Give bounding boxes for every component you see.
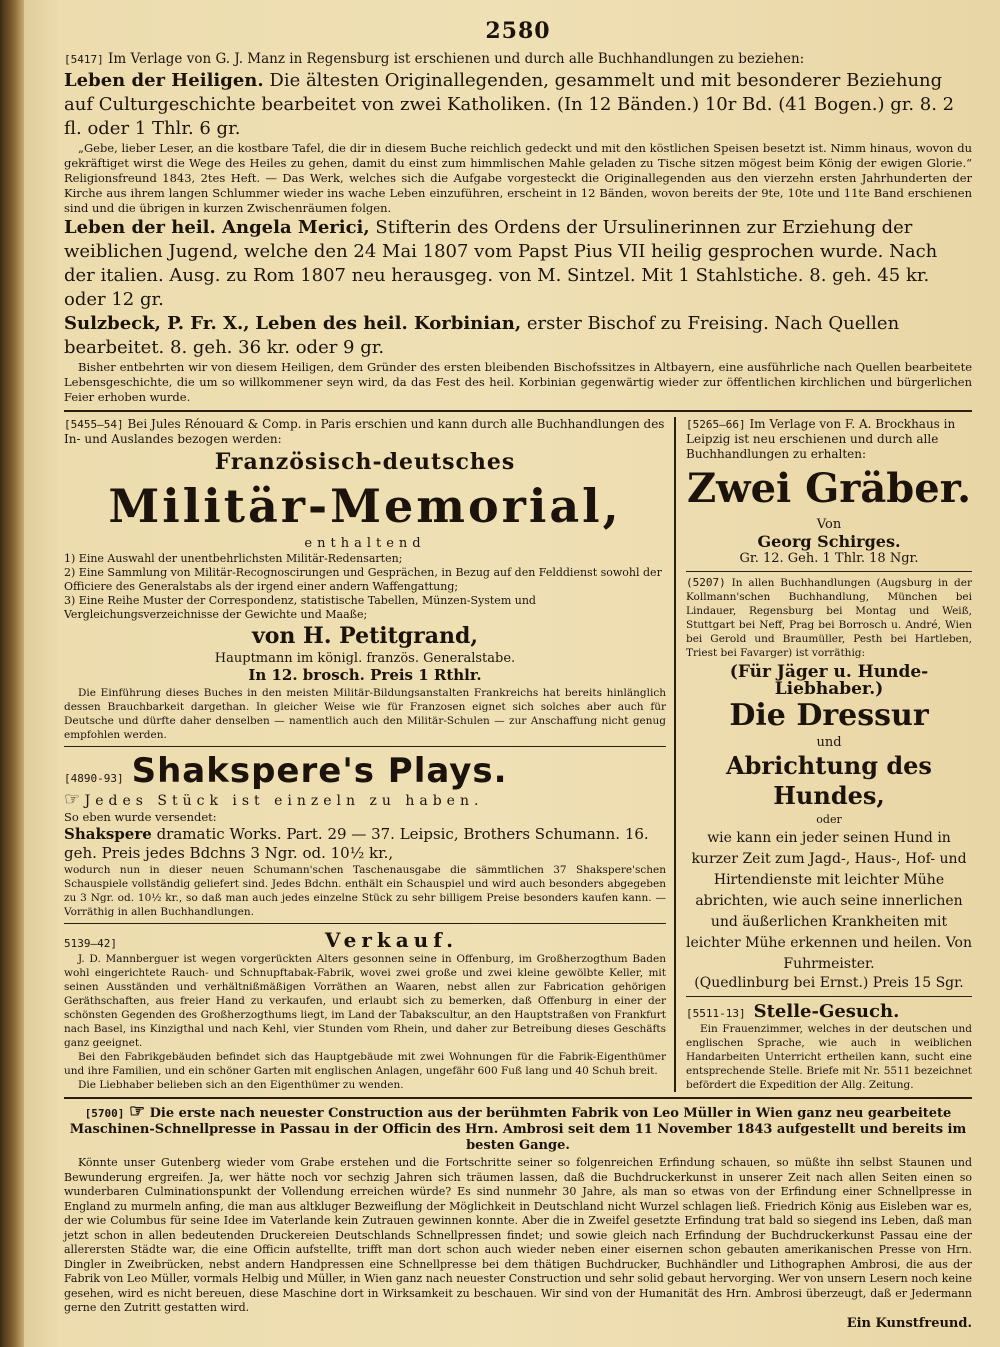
list-item: 1) Eine Auswahl der unentbehrlichsten Militär-Redensarten; <box>64 552 403 565</box>
list-item: 2) Eine Sammlung von Militär-Recognoscirungen und Gesprächen, in Bezug auf den Felddienst sowohl der Officiere des Generalstabs als der irgend einer andern Waffengattung; <box>64 566 662 593</box>
left-column <box>64 417 676 1092</box>
book-description: erster Bischof zu Freising. Nach Quellen bearbeitet. 8. geh. 36 kr. oder 9 gr. <box>64 313 900 358</box>
stelle-gesuch-advertisement <box>686 1001 972 1092</box>
ad-intro: In allen Buchhandlungen (Augsburg in der Kollmann'schen Buchhandlung, München bei Lindauer, Regensburg bei Montag und Weiß, Stuttgart bei Neff, Prag bei Borrosch u. André, Wien bei Gerold und Braumüller, Pesth bei Hartleben, Triest bei Favarger) ist vorräthig: <box>686 577 972 659</box>
pointing-hand-icon: ☞ <box>64 789 81 810</box>
book-review: „Gebe, lieber Leser, an die kostbare Tafel, die dir in diesem Buche reichlich gedeckt und mit den köstlichen Speisen besetzt ist. Nimm hinaus, wovon du gekräftiget wirst die Wege des Heiles zu gehen, damit du einst zum himmlischen Mahle geladen zu Tische sitzen mögest beim König der ewigen Glorie.“ Religionsfreund 1843, 2tes Heft. — Das Werk, welches sich die Aufgabe vorgesteckt die Originallegenden aus den vierzehn ersten Jahrhunderten der Kirche aus ihrem langen Schlummer wieder ins wache Leben einzuführen, erscheint in 12 Bänden, wovon bereits der 9te, 10te und 11te Band erschienen sind und die übrigen in kurzen Zwischenräumen folgen. <box>64 141 972 215</box>
ad-author: Georg Schirges. <box>757 532 901 551</box>
von-label: Von <box>816 517 842 532</box>
divider <box>64 746 666 747</box>
ad-title: Stelle-Gesuch. <box>753 1001 900 1022</box>
page-number: 2580 <box>485 18 551 44</box>
und-label: und <box>816 735 842 750</box>
ad-description: Die Liebhaber belieben sich an den Eigenthümer zu wenden. <box>78 1079 404 1091</box>
ad-author: von H. Petitgrand, <box>251 623 479 649</box>
militaer-advertisement <box>64 417 666 742</box>
two-column-section <box>64 417 972 1092</box>
book-title: Leben der heil. Angela Merici, <box>64 217 370 238</box>
ad-intro: Im Verlage von G. J. Manz in Regensburg ist erschienen und durch alle Buchhandlungen zu beziehen: <box>108 51 805 67</box>
graeber-advertisement <box>686 417 972 567</box>
oder-label: oder <box>816 813 842 826</box>
book-description: Die ältesten Originallegenden, gesammelt und mit besonderer Beziehung auf Culturgeschichte bearbeitet von zwei Katholiken. (In 12 Bänden.) 10r Bd. (41 Bogen.) gr. 8. 2 fl. oder 1 Thlr. 6 gr. <box>64 70 955 139</box>
shakspere-advertisement <box>64 751 666 919</box>
ad-title: Shakspere's Plays. <box>131 751 508 791</box>
ad-price: Gr. 12. Geh. 1 Thlr. 18 Ngr. <box>739 551 919 566</box>
ad-reference: (5207) <box>686 576 726 589</box>
article-body: Könnte unser Gutenberg wieder vom Grabe erstehen und die Fortschritte seiner so folgenreichen Erfindung schauen, so müßte ihn selbst Staunen und Bewunderung ergreifen. Ja, wer hätte noch vor sechzig Jahren sich träumen lassen, daß die Buchdruckerkunst in unserer Zeit nach allen Seiten einen so wunderbaren Culminationspunkt der Vollendung erreichen würde? Es sind nunmehr 30 Jahre, als man so etwas von der Erfindung einer Schnellpresse in England zu murmeln anfing, die man aus altkluger Bezweiflung der Möglichkeit in Deutschland nicht Wurzel schlagen ließ. Friedrich König aus Eisleben war es, der wie Columbus für seine Idee im Vaterlande kein Zutrauen gewinnen konnte. Aber die in Zweifel gesetzte Erfindung trat bald so siegend ins Leben, daß man jetzt schon in allen bedeutenden Druckereien Deutschlands Schnellpressen findet; und sowie gleich nach Erfindung der Buchdruckerkunst Passau eine der allerersten Städte war, die eine Officin aufstellte, trifft man dort schon auch wieder neben einer eisernen schon gebauten amerikanischen Presse von Hrn. Dingler in Zweibrücken, nebst andern Handpressen eine Schnellpresse bei dem thätigen Buchdrucker, Buchhändler und Lithographen Ambrosi, die aus der Fabrik von Leo Müller, vormals Helbig und Müller, in Wien ganz nach neuester Construction und sehr solid gebaut hervorging. Wer von unsern Lesern noch keine gesehen, wird es nicht bereuen, diese Maschine dort in Wirksamkeit zu beschauen. Wir sind von der Humanität des Hrn. Ambrosi überzeugt, daß er Jedermann gerne den Zutritt gestatten wird. <box>64 1156 972 1314</box>
ad-title: Zwei Gräber. <box>686 465 972 512</box>
ad-tagline: Jedes Stück ist einzeln zu haben. <box>84 793 484 809</box>
ad-reference: [5700] <box>84 1107 125 1120</box>
ad-intro: So eben wurde versendet: <box>64 810 217 824</box>
enthaltend-label: enthaltend <box>304 536 426 551</box>
ad-reference: [4890-93] <box>64 772 124 785</box>
ad-reference: [5417] <box>64 53 104 66</box>
ad-title-secondary: Abrichtung des Hundes, <box>726 751 932 810</box>
ad-price: (Quedlinburg bei Ernst.) Preis 15 Sgr. <box>694 975 964 991</box>
book-title: Leben der Heiligen. <box>64 70 264 91</box>
divider <box>64 410 972 412</box>
ad-reference: [5455—54] <box>64 418 124 431</box>
ad-name: Shakspere <box>64 825 152 843</box>
manz-advertisement <box>64 50 972 405</box>
divider <box>64 1097 972 1099</box>
ad-intro: Im Verlage von F. A. Brockhaus in Leipzig ist neu erschienen und durch alle Buchhandlungen zu erhalten: <box>686 417 956 461</box>
dressur-advertisement <box>686 576 972 992</box>
right-column <box>676 417 972 1092</box>
author-role: Hauptmann im königl. französ. Generalstabe. <box>214 651 516 666</box>
ad-title: Die Dressur <box>729 698 929 733</box>
divider <box>64 923 666 924</box>
contents-list <box>64 552 666 622</box>
ad-line: dramatic Works. Part. 29 — 37. Leipsic, Brothers Schumann. 16. geh. Preis jedes Bdchns 3 Ngr. od. 10½ kr., <box>64 825 649 862</box>
book-title: Leben des heil. Korbinian, <box>255 313 522 334</box>
ad-reference: 5139—42] <box>64 937 117 950</box>
ad-description: wodurch nun in dieser neuen Schumann'schen Taschenausgabe die sämmtlichen 37 Shakspere'schen Schauspiele vollständig geliefert sind. Jedes Bdchn. enthält ein Schauspiel und wird auch besonders abgegeben zu 3 Ngr. od. 10½ kr., so daß man auch jedes einzelne Stück zu sehr billigem Preise besonders kaufen kann. — Vorräthig in allen Buchhandlungen. <box>64 864 666 918</box>
verkauf-advertisement <box>64 928 666 1092</box>
book-note: Bisher entbehrten wir von diesem Heiligen, dem Gründer des ersten bleibenden Bischofssitzes in Altbayern, eine ausführliche nach Quellen bearbeitete Lebensgeschichte, die um so willkommener seyn wird, da das Fest des heil. Korbinian gegenwärtig wieder zur öffentlichen kirchlichen und bürgerlichen Feier erhoben wurde. <box>64 360 972 404</box>
ad-reference: [5511-13] <box>686 1007 746 1020</box>
ad-subtitle: Französisch-deutsches <box>214 449 516 475</box>
ad-description: Die Einführung dieses Buches in den meisten Militär-Bildungsanstalten Frankreichs hat bereits hinlänglich dessen Brauchbarkeit dargethan. In gleicher Weise wie für Franzosen eignet sich solches aber auch für Deutsche und dürfte daher denselben — namentlich auch den Militär-Schulen — zur Anschaffung nicht genug empfohlen werden. <box>64 687 666 741</box>
schnellpresse-article <box>64 1101 972 1331</box>
book-author: Sulzbeck, P. Fr. X., <box>64 313 250 334</box>
ad-title: Verkauf. <box>324 928 459 952</box>
pointing-hand-icon: ☞ <box>128 1101 146 1122</box>
article-signature: Ein Kunstfreund. <box>846 1315 972 1331</box>
ad-subtitle: (Für Jäger u. Hunde-Liebhaber.) <box>729 662 929 699</box>
ad-title: Militär-Memorial, <box>108 479 622 533</box>
ad-price: In 12. brosch. Preis 1 Rthlr. <box>248 666 482 684</box>
ad-description: Ein Frauenzimmer, welches in der deutschen und englischen Sprache, wie auch in weiblichen Handarbeiten Unterricht ertheilen kann, sucht eine entsprechende Stelle. Briefe mit Nr. 5511 bezeichnet befördert die Expedition der Allg. Zeitung. <box>686 1023 972 1091</box>
divider <box>686 996 972 997</box>
list-item: 3) Eine Reihe Muster der Correspondenz, statistische Tabellen, Münzen-System und Vergleichungsverzeichnisse der Gewichte und Maaße; <box>64 594 536 621</box>
ad-reference: [5265—66] <box>686 418 746 431</box>
ad-intro: Bei Jules Rénouard & Comp. in Paris erschien und kann durch alle Buchhandlungen des In- und Auslandes bezogen werden: <box>64 417 665 446</box>
ad-description: J. D. Mannberguer ist wegen vorgerückten Alters gesonnen seine in Offenburg, im Großherzogthum Baden wohl eingerichtete Rauch- und Schnupftabak-Fabrik, wovei zwei große und zwei kleine gewölbte Keller, mit seinen Ausständen und verhältnißmäßigen Vorräthen an Waaren, nebst allen zur Fabrication gehörigen Geräthschaften, aus freier Hand zu verkaufen, und erlaubt sich zu bemerken, daß Offenburg in einer der schönsten Gegenden des Großherzogthums liegt, im Land der Tabakscultur, an den Hauptstraßen von Frankfurt nach Basel, ins Kinzigthal und nach Kehl, vier Stunden vom Rhein, und daher zur Betreibung dieses Geschäfts ganz geeignet. <box>64 953 666 1049</box>
ad-description: wie kann ein jeder seinen Hund in kurzer Zeit zum Jagd-, Haus-, Hof- und Hirtendienste mit leichter Mühe abrichten, wie auch seine innerlichen und äußerlichen Krankheiten mit leichter Mühe erkennen und heilen. Von Fuhrmeister. <box>686 830 972 972</box>
article-headline: Die erste nach neuester Construction aus der berühmten Fabrik von Leo Müller in Wien ganz neu gearbeitete Maschinen-Schnellpresse in Passau in der Officin des Hrn. Ambrosi seit dem 11 November 1843 aufgestellt und bereits im besten Gange. <box>69 1106 967 1153</box>
ad-description: Bei den Fabrikgebäuden befindet sich das Hauptgebäude mit zwei Wohnungen für die Fabrik-Eigenthümer und ihre Familien, und ein schöner Garten mit englischen Anlagen, ungefähr 600 Fuß lang und 40 Schuh breit. <box>64 1051 666 1077</box>
divider <box>686 571 972 572</box>
book-description: Stifterin des Ordens der Ursulinerinnen zur Erziehung der weiblichen Jugend, welche den 24 Mai 1807 vom Papst Pius VII heilig gesprochen wurde. Nach der italien. Ausg. zu Rom 1807 neu herausgeg. von M. Sintzel. Mit 1 Stahlstiche. 8. geh. 45 kr. oder 12 gr. <box>64 217 938 310</box>
